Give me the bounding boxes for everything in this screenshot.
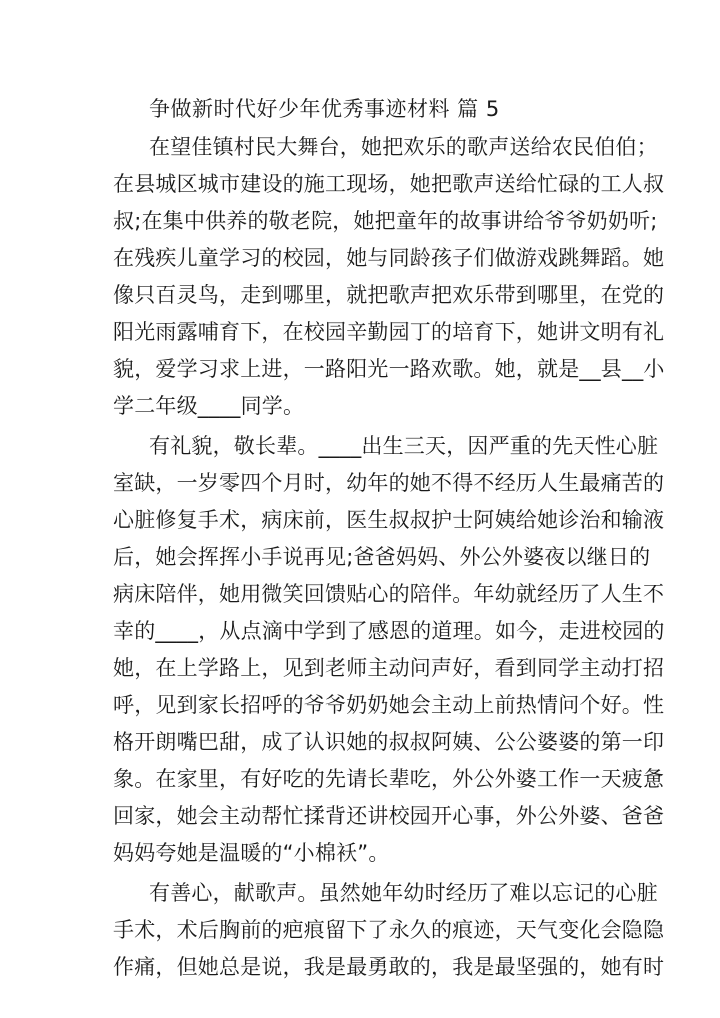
paragraph-3-line-2: 手术，术后胸前的疤痕留下了永久的痕迹，天气变化会隐隐 [113,918,665,942]
paragraph-2-line-4: 后，她会挥挥小手说再见;爸爸妈妈、外公外婆夜以继日的 [113,545,651,569]
paragraph-2-line-10: 象。在家里，有好吃的先请长辈吃，外公外婆工作一天疲惫 [113,767,665,791]
paragraph-1-line-5: 像只百灵鸟，走到哪里，就把歌声把欢乐带到哪里，在党的 [113,283,665,307]
document-title: 争做新时代好少年优秀事迹材料 篇 5 [149,97,500,121]
paragraph-3-line-3: 作痛，但她总是说，我是最勇敢的，我是最坚强的，她有时 [113,955,665,979]
paragraph-1-line-4: 在残疾儿童学习的校园，她与同龄孩子们做游戏跳舞蹈。她 [113,246,665,270]
paragraph-1-line-6: 阳光雨露哺育下，在校园辛勤园丁的培育下，她讲文明有礼 [113,320,665,344]
paragraph-2-line-8: 呼，见到家长招呼的爷爷奶奶她会主动上前热情问个好。性 [113,693,665,717]
paragraph-2-line-9: 格开朗嘴巴甜，成了认识她的叔叔阿姨、公公婆婆的第一印 [113,730,665,754]
paragraph-2-line-6: 幸的____，从点滴中学到了感恩的道理。如今，走进校园的 [113,619,665,643]
paragraph-2-line-5: 病床陪伴，她用微笑回馈贴心的陪伴。年幼就经历了人生不 [113,582,665,606]
paragraph-2-line-2: 室缺，一岁零四个月时，幼年的她不得不经历人生最痛苦的 [113,471,665,495]
paragraph-1-line-3: 叔;在集中供养的敬老院，她把童年的故事讲给爷爷奶奶听; [113,209,658,233]
paragraph-1-line-7: 貌，爱学习求上进，一路阳光一路欢歌。她，就是__县__小 [113,357,665,381]
paragraph-1-line-2: 在县城区城市建设的施工现场，她把歌声送给忙碌的工人叔 [113,172,665,196]
paragraph-2-line-11: 回家，她会主动帮忙揉背还讲校园开心事，外公外婆、爸爸 [113,804,665,828]
paragraph-2-line-1: 有礼貌，敬长辈。____出生三天，因严重的先天性心脏 [149,434,659,458]
paragraph-2-line-3: 心脏修复手术，病床前，医生叔叔护士阿姨给她诊治和输液 [113,508,665,532]
paragraph-1-line-8: 学二年级____同学。 [113,394,305,418]
paragraph-1-line-1: 在望佳镇村民大舞台，她把欢乐的歌声送给农民伯伯； [149,135,658,159]
paragraph-3-line-1: 有善心，献歌声。虽然她年幼时经历了难以忘记的心脏 [149,881,658,905]
paragraph-2-line-7: 她，在上学路上，见到老师主动问声好，看到同学主动打招 [113,656,665,680]
paragraph-2-line-12: 妈妈夸她是温暖的“小棉袄”。 [113,841,390,865]
